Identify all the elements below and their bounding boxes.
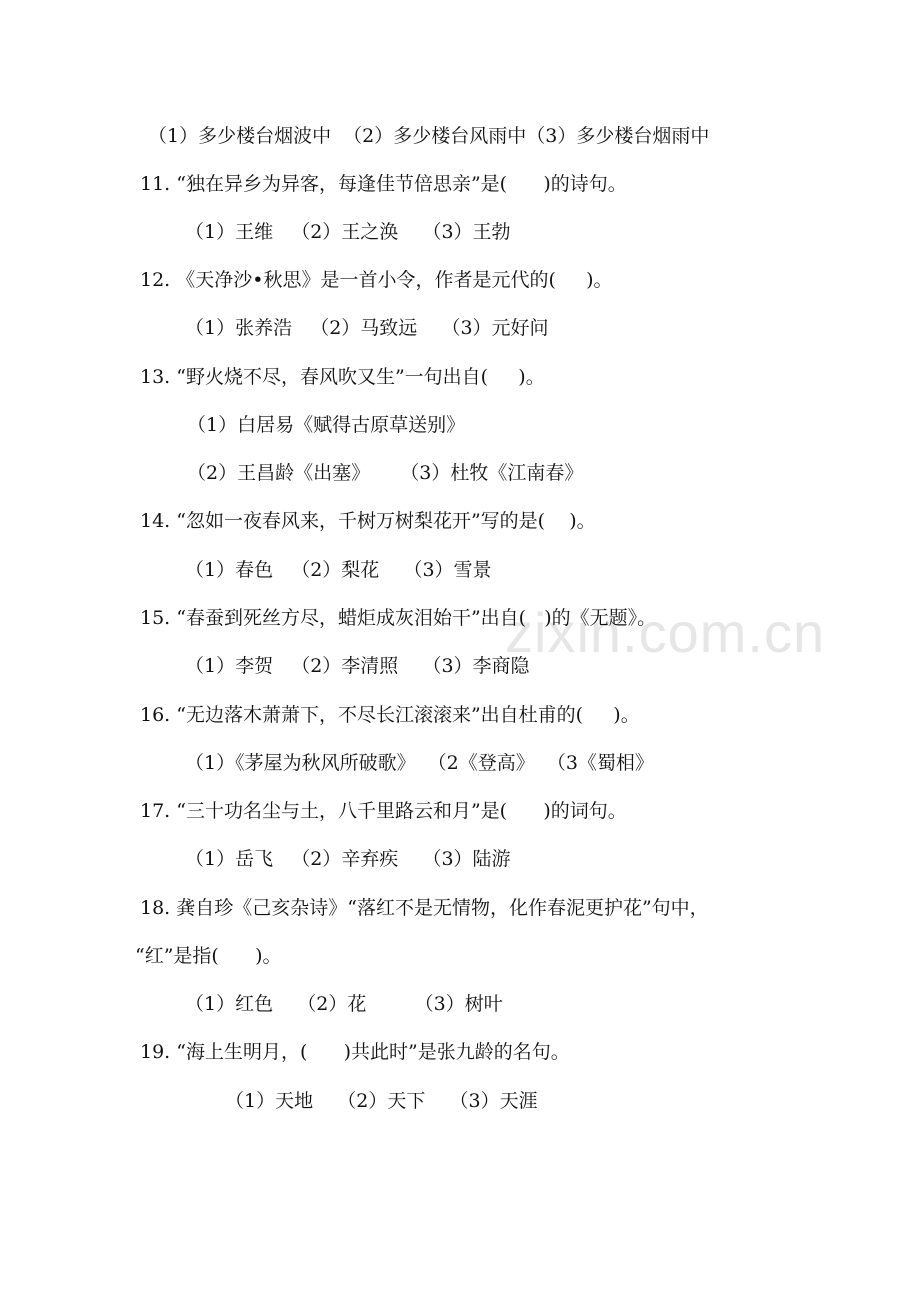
question-15: 15. “春蚕到死丝方尽，蜡炬成灰泪始干”出自( )的《无题》。: [140, 607, 657, 629]
option-line-13a: （1）白居易《赋得古原草送别》: [187, 414, 466, 436]
question-16: 16. “无边落木萧萧下，不尽长江滚滚来”出自杜甫的( )。: [140, 704, 640, 726]
question-14: 14. “忽如一夜春风来，千树万树梨花开”写的是( )。: [140, 510, 596, 532]
question-11: 11. “独在异乡为异客，每逢佳节倍思亲”是( )的诗句。: [140, 173, 627, 195]
question-18: 18. 龚自珍《己亥杂诗》“落红不是无情物，化作春泥更护花”句中，: [140, 897, 709, 919]
option-line-18: （1）红色 （2）花 （3）树叶: [185, 993, 503, 1015]
option-line-16: （1）《茅屋为秋风所破歌》 （2《登高》 （3《蜀相》: [185, 752, 654, 774]
question-19: 19. “海上生明月，( )共此时”是张九龄的名句。: [140, 1041, 570, 1063]
option-line-19: （1）天地 （2）天下 （3）天涯: [225, 1090, 538, 1112]
question-13: 13. “野火烧不尽，春风吹又生”一句出自( )。: [140, 366, 545, 388]
option-line-12: （1）张养浩 （2）马致远 （3）元好问: [185, 317, 549, 339]
question-17: 17. “三十功名尘与土，八千里路云和月”是( )的词句。: [140, 800, 627, 822]
option-line-11: （1）王维 （2）王之涣 （3）王勃: [185, 221, 511, 243]
option-line-13b: （2）王昌龄《出塞》 （3）杜牧《江南春》: [187, 462, 584, 484]
watermark: zixin.com.cn: [505, 601, 826, 664]
option-line-14: （1）春色 （2）梨花 （3）雪景: [185, 559, 492, 581]
option-line-15: （1）李贺 （2）李清照 （3）李商隐: [185, 655, 530, 677]
option-line-17: （1）岳飞 （2）辛弃疾 （3）陆游: [185, 848, 511, 870]
question-18-cont: “红”是指( )。: [135, 945, 282, 967]
question-12: 12. 《天净沙•秋思》是一首小令，作者是元代的( )。: [140, 269, 613, 291]
option-line-10: （1）多少楼台烟波中 （2）多少楼台风雨中（3）多少楼台烟雨中: [148, 125, 710, 147]
